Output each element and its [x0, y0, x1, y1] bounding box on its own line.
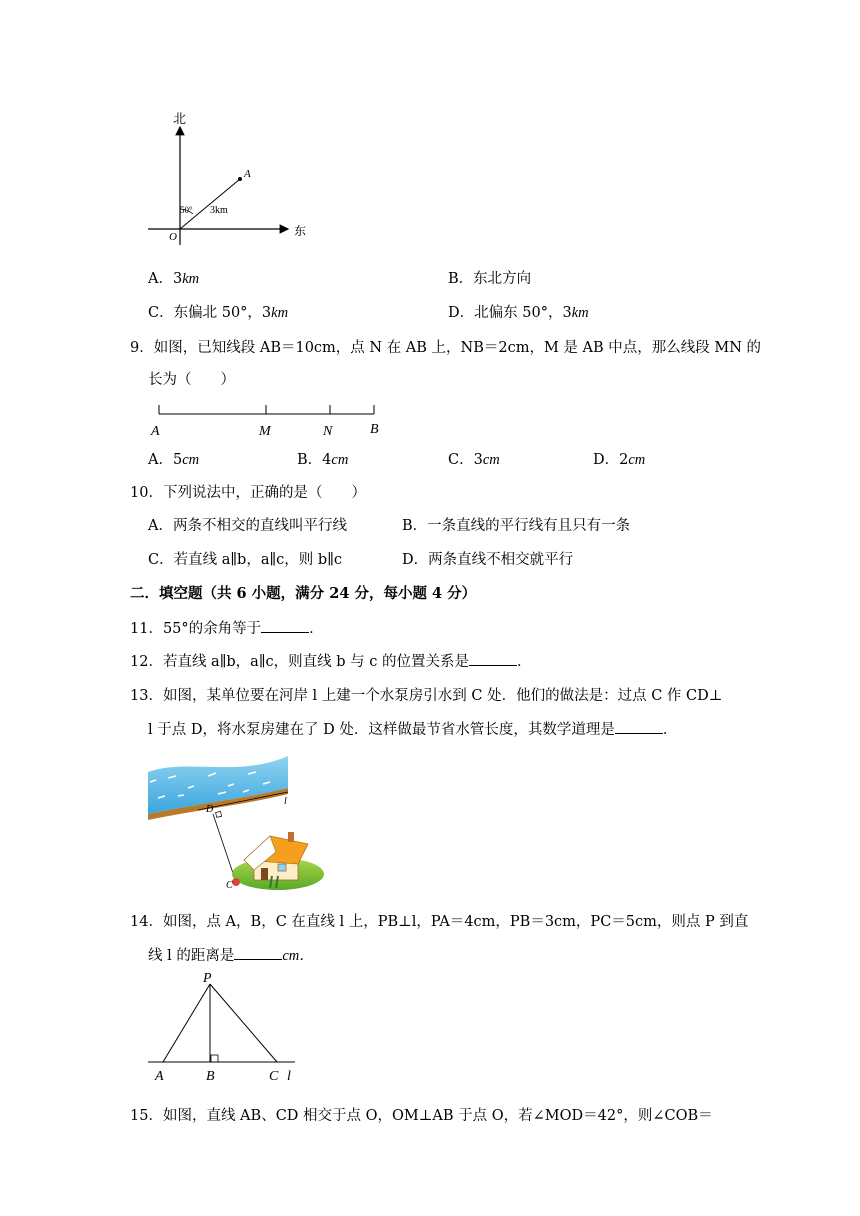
- tri-a-label: A: [155, 1069, 164, 1084]
- tri-p-label: P: [203, 971, 212, 986]
- triangle-figure: [145, 970, 305, 1085]
- origin-label: O: [169, 231, 177, 243]
- point-d-label: D: [206, 804, 214, 815]
- compass-figure: [140, 105, 320, 255]
- seg-b-label: B: [370, 422, 379, 437]
- q11-answer-blank[interactable]: [261, 618, 309, 633]
- q14-stem-line2: 线 l 的距离是 cm．: [148, 945, 314, 966]
- q12-stem: 12．若直线 a∥b，a∥c，则直线 b 与 c 的位置关系是 ．: [130, 651, 532, 672]
- seg-n-label: N: [323, 424, 333, 439]
- q14-stem-line1: 14．如图，点 A，B，C 在直线 l 上，PB⊥l，PA＝4cm，PB＝3cm，PC＝5cm，则点 P 到直: [130, 914, 749, 930]
- line-l-label: l: [284, 796, 287, 807]
- q10-option-c[interactable]: C．若直线 a∥b，a∥c，则 b∥c: [148, 552, 343, 568]
- q9-option-b[interactable]: B．4cm: [297, 452, 349, 468]
- point-c-label: C: [226, 880, 233, 891]
- east-label: 东: [294, 224, 307, 238]
- north-label: 北: [173, 111, 187, 126]
- tri-c-label: C: [269, 1069, 279, 1084]
- river-house-figure: [148, 748, 328, 898]
- q8-option-c[interactable]: C．东偏北 50°，3km: [148, 305, 289, 321]
- q9-option-a[interactable]: A．5cm: [148, 452, 200, 468]
- section-title: 二．填空题（共 6 小题，满分 24 分，每小题 4 分）: [130, 585, 477, 602]
- segment-figure: [145, 400, 395, 440]
- q9-stem-line2: 长为（ ）: [148, 372, 235, 388]
- q13-answer-blank[interactable]: [615, 719, 663, 734]
- point-a-label: A: [244, 168, 251, 180]
- tri-b-label: B: [206, 1069, 215, 1084]
- q8-option-a[interactable]: A．3km: [148, 271, 200, 287]
- q14-answer-blank[interactable]: [234, 945, 282, 960]
- q13-stem-line1: 13．如图，某单位要在河岸 l 上建一个水泵房引水到 C 处．他们的做法是：过点 C 作 CD⊥: [130, 688, 723, 704]
- angle-label: 50°: [180, 205, 193, 215]
- q15-stem-line1: 15．如图，直线 AB、CD 相交于点 O，OM⊥AB 于点 O，若∠MOD＝42°，则∠COB＝: [130, 1108, 713, 1124]
- q9-option-c[interactable]: C．3cm: [448, 452, 500, 468]
- q9-option-d[interactable]: D．2cm: [593, 452, 646, 468]
- seg-a-label: A: [151, 424, 160, 439]
- q10-option-a[interactable]: A．两条不相交的直线叫平行线: [148, 518, 347, 534]
- q11-stem: 11．55°的余角等于 ．: [130, 618, 324, 639]
- q12-answer-blank[interactable]: [469, 651, 517, 666]
- q10-option-d[interactable]: D．两条直线不相交就平行: [402, 552, 574, 568]
- q10-option-b[interactable]: B．一条直线的平行线有且只有一条: [402, 518, 631, 534]
- q13-stem-line2: l 于点 D，将水泵房建在了 D 处．这样做最节省水管长度，其数学道理是 ．: [148, 719, 677, 740]
- seg-m-label: M: [259, 424, 271, 439]
- q8-option-d[interactable]: D．北偏东 50°，3km: [448, 305, 589, 321]
- q10-stem: 10．下列说法中，正确的是（ ）: [130, 485, 366, 501]
- distance-label: 3km: [210, 205, 228, 216]
- q8-option-b[interactable]: B．东北方向: [448, 271, 532, 287]
- tri-l-label: l: [287, 1069, 291, 1084]
- q9-stem-line1: 9．如图，已知线段 AB＝10cm，点 N 在 AB 上，NB＝2cm，M 是 AB 中点，那么线段 MN 的: [130, 340, 762, 356]
